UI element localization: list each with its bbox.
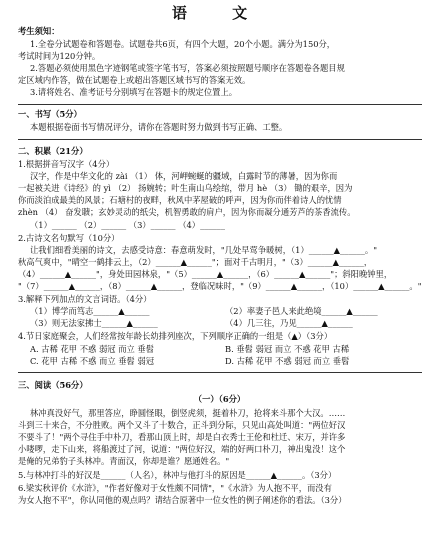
passage-line: （4）______▲______"，身处田园林泉，"（5）______▲______，（6）______▲______"；斜阳晚钟里， (18, 269, 393, 279)
reading-line: 小喽啰，走下山来，将船渡过了河，说道："两位好汉，端的好两口朴刀，神出鬼没！这个 (18, 444, 346, 454)
passage-line: 一起被关进《诗经》的 yì （2） 扬婉转；叶生南山乌绘绾，带月 hè （3） 锄的艰辛，因为 (18, 183, 353, 193)
option-item: D. 古稀 花甲 不惑 弱冠 而立 垂髫 (225, 356, 350, 366)
option-item: A. 古稀 花甲 不惑 弱冠 而立 垂髫 (30, 344, 155, 354)
notice-line: 1.全卷分试题卷和答题卷。试题卷共6页，有四个大题，20个小题。满分为150分， (30, 39, 336, 49)
section-text: 本题根据卷面书写情况评分，请你在答题时努力做到书写正确、工整。 (30, 122, 288, 132)
passage-line: 让我们细看美丽的诗文，去感受诗意：春意萌发时，"几处早莺争暖树，（1）______▲______。" (30, 245, 378, 255)
option-item: C. 花甲 古稀 不惑 而立 垂髫 弱冠 (30, 356, 155, 366)
section-title: 一、书写（5分） (18, 109, 82, 119)
part-title: （一）（6分） (193, 394, 246, 404)
option-item: （2）率妻子邑人来此绝境______▲______ (225, 306, 378, 316)
question-title: 4.节日家庭聚会，人们经常按年龄长幼排列座次，下列顺序正确的一组是（▲）（3分） (18, 331, 333, 341)
notice-line: 考试时间为120分钟。 (18, 51, 101, 61)
reading-line: 不要斗了！"两个寻住手中朴刀，看那山顶上时，却是白衣秀士王伦和杜迁、宋万，并许多 (18, 432, 346, 442)
passage-line: "（7）______▲______，（8）______▲______，登临况味时，"（9）______▲______，（10）______▲______。" (18, 281, 422, 291)
option-item: （4）几三往，乃见______▲______ (225, 318, 353, 328)
passage-line: 汉字，作是中华文化的 zài （1） 体，河岬蜿蜒的疆域，白露时节的薄暑，因为你而 (30, 171, 338, 181)
option-item: B. 垂髫 弱冠 而立 不惑 花甲 古稀 (225, 344, 350, 354)
passage-line: zhèn （4） 奋发聩；玄妙灵动的纸尖，机智勇敢的肩户，因为你而凝分通芳芦的茶香流传。 (18, 207, 356, 217)
notice-line: 定区域内作答，做在试题卷上或超出答题区域书写的答案无效。 (18, 75, 251, 85)
reading-line: 斗到三十来合，不分胜败。两个又斗了十数合，正斗到分际，只见山高处叫道："两位好汉 (18, 420, 346, 430)
doc-title: 语 文 (171, 4, 268, 22)
answer-blanks: （1）______ （2）______ （3）______ （4）______ (30, 220, 225, 230)
section-title: 三、阅读（56分） (18, 380, 88, 390)
question-text: 为女人抱不平"，你认同他的观点吗？请结合原著中一位女性的例子阐述你的看法。（3分） (18, 495, 347, 505)
option-item: （1）博学而笃志______▲______ (30, 306, 150, 316)
option-item: （3）则无法家拂士______▲______ (30, 318, 158, 328)
passage-line: 秋高气爽中，"晴空一鹤排云上，（2）______▲______"；面对千古明月，"（3）______▲______， (18, 257, 373, 267)
question-text: 6.梁实秋评价《水浒》，"作者好像对于女性颇不同情"，"《水浒》为人抱不平，而没有 (18, 483, 332, 493)
question-title: 1.根据拼音写汉字（4分） (18, 159, 115, 169)
passage-line: 你而淡泊成最美的风景；石塘村的夜畔，秋风中茅屋破的呼声，因为你而伴着诗人的忧情 (18, 195, 342, 205)
question-text: 5.与林冲打斗的好汉是______（人名），林冲与他打斗的原因是______▲______。（3分） (18, 470, 337, 480)
notice-line: 2.答题必须使用黑色字迹钢笔或签字笔书写，答案必须按照题号顺序在答题卷各题目规 (30, 63, 345, 73)
question-title: 3.解释下列加点的文言词语。（4分） (18, 294, 152, 304)
notice-line: 3.请将姓名、准考证号分别填写在答题卡的规定位置上。 (30, 87, 238, 97)
reading-line: 是俺的兄弟豹子头林冲。青面汉，你却是谁？愿通姓名。" (18, 456, 230, 466)
divider (18, 139, 422, 140)
section-title: 二、积累（21分） (18, 146, 88, 156)
notice-title: 考生须知： (18, 26, 60, 36)
divider (18, 372, 422, 373)
reading-line: 林冲真没好气，那里答应，睁圆怪眼，倒竖虎须，挺着朴刀，抢将来斗那个大汉。…… (30, 408, 346, 418)
question-title: 2.古诗文名句默写（10分） (18, 233, 120, 243)
divider (18, 104, 422, 105)
